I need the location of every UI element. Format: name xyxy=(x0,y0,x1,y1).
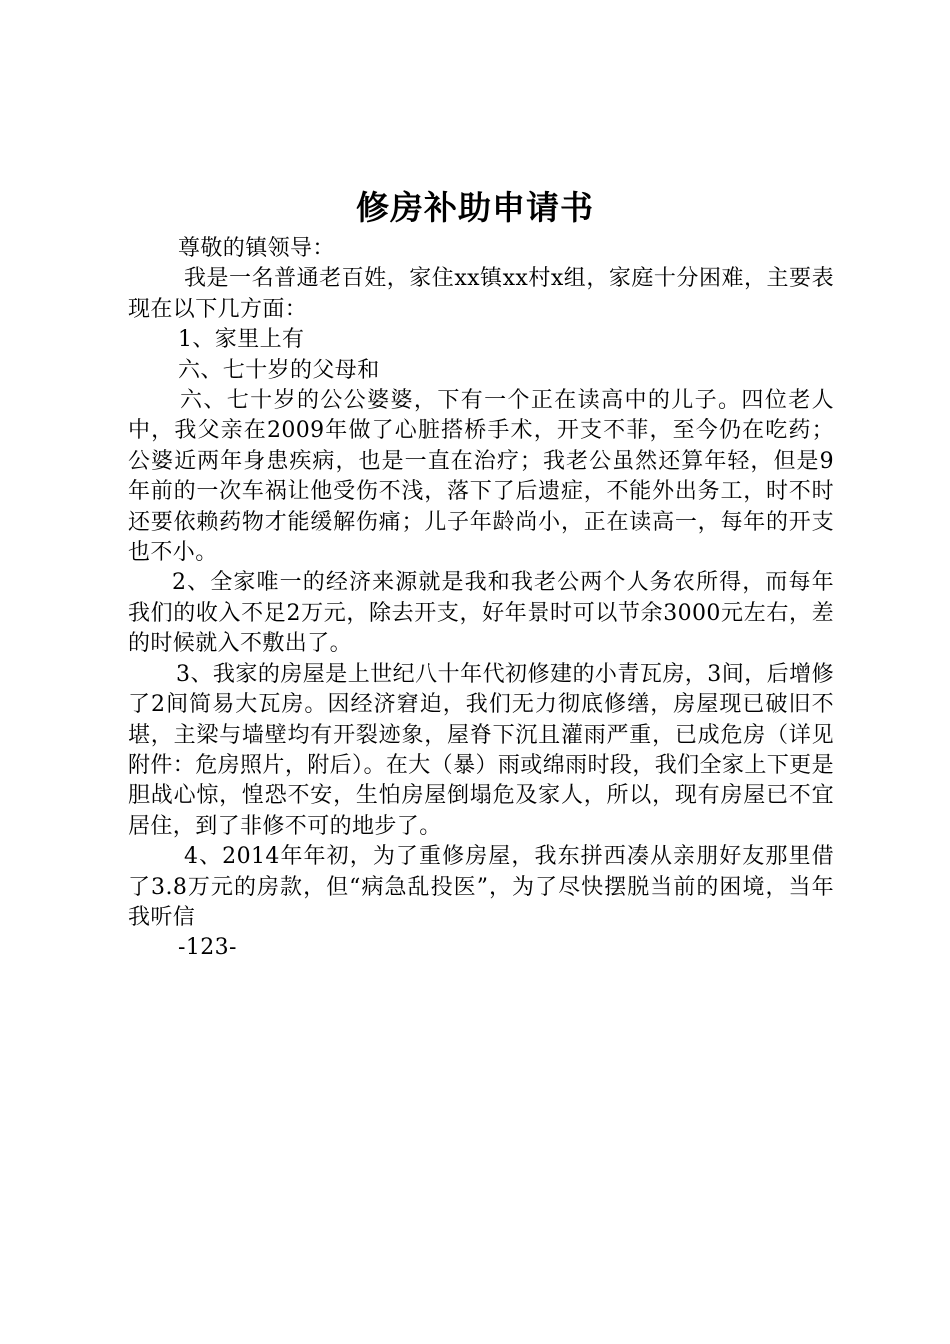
paragraph-item-3: 3、我家的房屋是上世纪八十年代初修建的小青瓦房，3间，后增修了2间简易大瓦房。因经济窘迫，我们无力彻底修缮，房屋现已破旧不堪，主梁与墙壁均有开裂迹象，屋脊下沉且灌雨严重，已成危房（详见附件：危房照片，附后）。在大（暴）雨或绵雨时段，我们全家上下更是胆战心惊，惶恐不安，生怕房屋倒塌危及家人，所以，现有房屋已不宜居住，到了非修不可的地步了。 xyxy=(128,661,834,839)
paragraph-family-health: 六、七十岁的公公婆婆，下有一个正在读高中的儿子。四位老人中，我父亲在2009年做了心脏搭桥手术，开支不菲，至今仍在吃药；公婆近两年身患疾病，也是一直在治疗；我老公虽然还算年轻，但是9年前的一次车祸让他受伤不浅，落下了后遗症，不能外出务工，时不时还要依赖药物才能缓解伤痛；儿子年龄尚小，正在读高一，每年的开支也不小。 xyxy=(128,388,834,566)
salutation: 尊敬的镇领导： xyxy=(178,236,335,261)
document-body xyxy=(128,234,834,964)
page-number: -123- xyxy=(178,935,237,961)
paragraph-intro: 我是一名普通老百姓，家住xx镇xx村x组，家庭十分困难，主要表现在以下几方面： xyxy=(128,266,834,322)
document-title: 修房补助申请书 xyxy=(356,188,594,227)
paragraph-parents: 六、七十岁的父母和 xyxy=(178,357,380,383)
paragraph-item-1-start: 1、家里上有 xyxy=(178,327,305,353)
paragraph-item-4: 4、2014年年初，为了重修房屋，我东拼西凑从亲朋好友那里借了3.8万元的房款，但“病急乱投医”，为了尽快摆脱当前的困境，当年我听信 xyxy=(128,844,834,930)
paragraph-item-2: 2、全家唯一的经济来源就是我和我老公两个人务农所得，而每年我们的收入不足2万元，除去开支，好年景时可以节余3000元左右，差的时候就入不敷出了。 xyxy=(128,570,834,657)
